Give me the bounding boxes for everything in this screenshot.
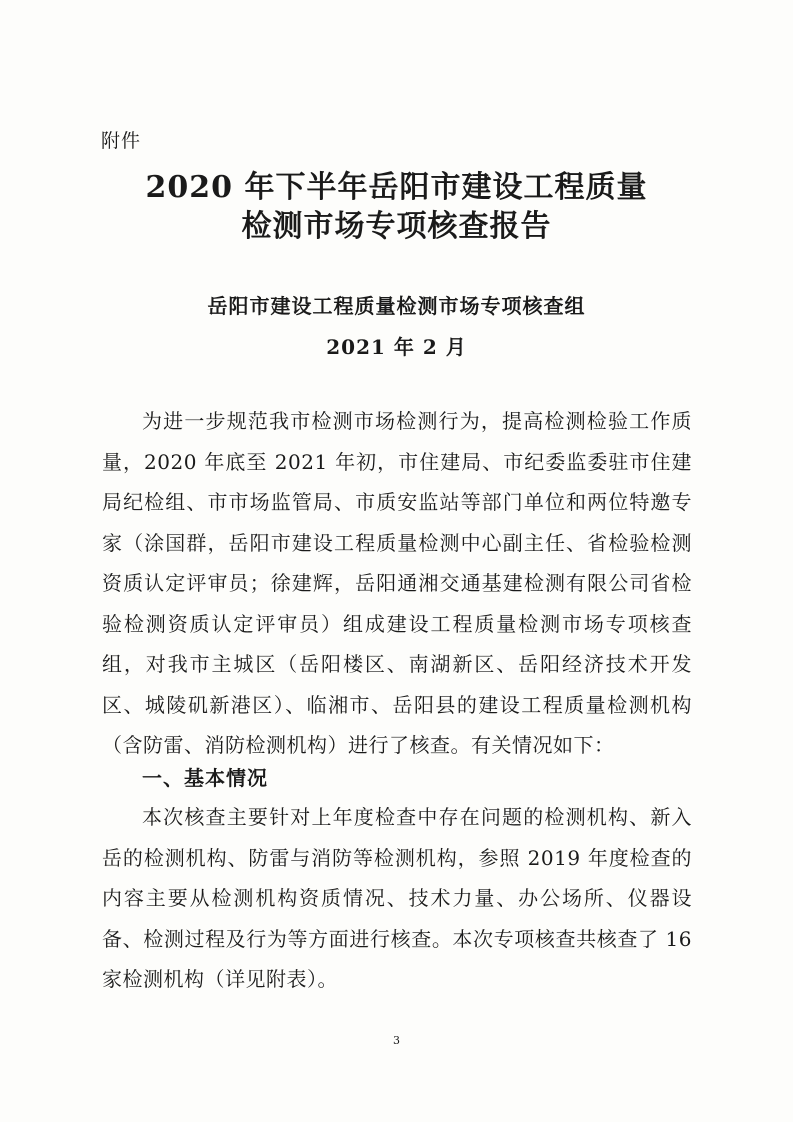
section-heading-basic-situation: 一、基本情况: [142, 766, 268, 790]
issuing-organization: 岳阳市建设工程质量检测市场专项核查组: [207, 294, 586, 318]
report-title-line-1: 2020 年下半年岳阳市建设工程质量: [145, 170, 648, 205]
intro-paragraph: 为进一步规范我市检测市场检测行为，提高检测检验工作质量，2020 年底至 2021 年初，市住建局、市纪委监委驻市住建局纪检组、市市场监管局、市质安监站等部门单位和两位特邀专家（涂国群，岳阳市建设工程质量检测中心副主任、省检验检测资质认定评审员；徐建辉，岳阳通湘交通基建检测有限公司省检验检测资质认定评审员）组成建设工程质量检测市场专项核查组，对我市主城区（岳阳楼区、南湖新区、岳阳经济技术开发区、城陵矶新港区）、临湘市、岳阳县的建设工程质量检测机构（含防雷、消防检测机构）进行了核查。有关情况如下：: [102, 409, 692, 757]
page-number: 3: [393, 1034, 400, 1047]
report-date: 2021 年 2 月: [326, 335, 467, 359]
basic-situation-paragraph: 本次核查主要针对上年度检查中存在问题的检测机构、新入岳的检测机构、防雷与消防等检测机构，参照 2019 年度检查的内容主要从检测机构资质情况、技术力量、办公场所、仪器设备、检测过程及行为等方面进行核查。本次专项核查共核查了 16 家检测机构（详见附表）。: [102, 805, 692, 991]
report-title-line-2: 检测市场专项核查报告: [241, 209, 552, 244]
attachment-label: 附件: [101, 130, 142, 152]
